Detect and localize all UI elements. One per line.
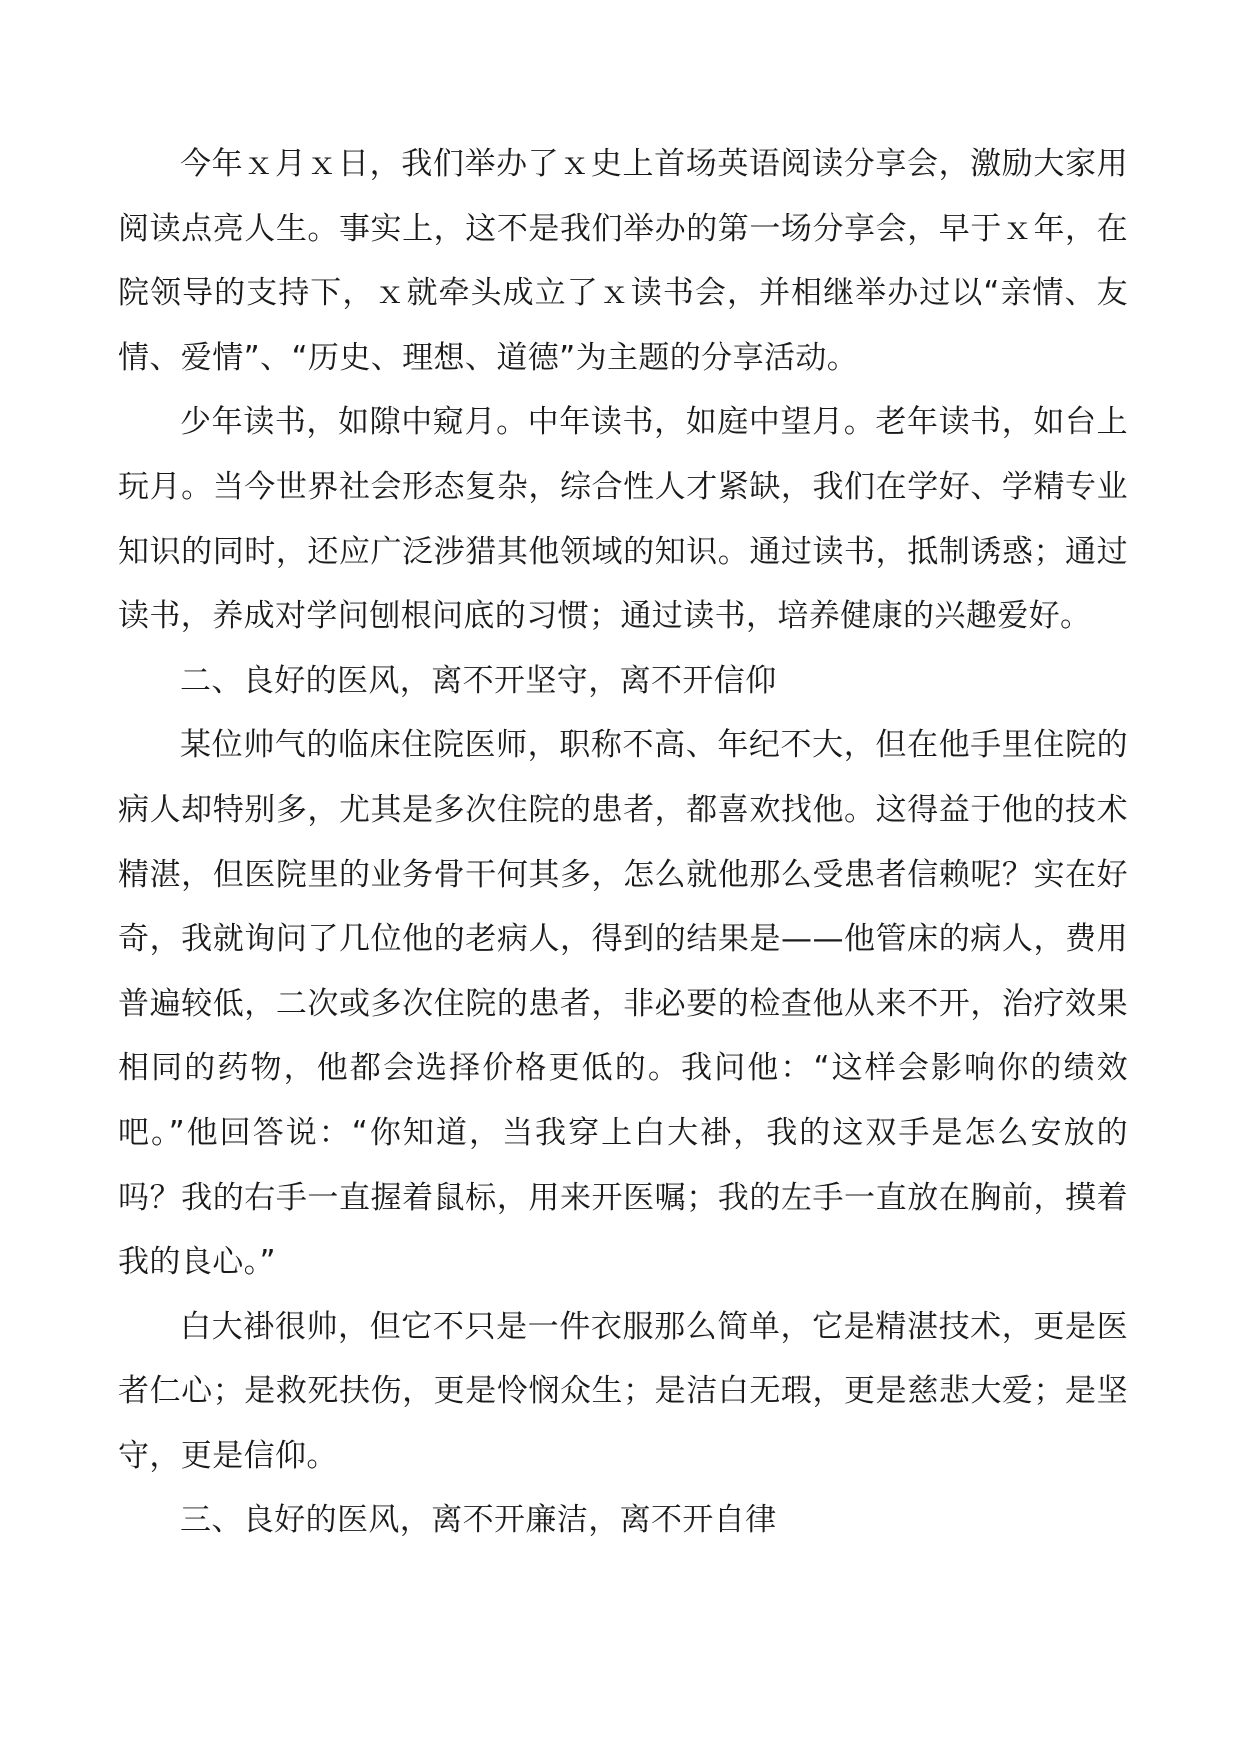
paragraph-white-coat: 白大褂很帅，但它不只是一件衣服那么简单，它是精湛技术，更是医者仁心；是救死扶伤，更是怜悯众生；是洁白无瑕，更是慈悲大爱；是坚守，更是信仰。 [118,1308,1128,1474]
paragraph-reading-event: 今年ｘ月ｘ日，我们举办了ｘ史上首场英语阅读分享会，激励大家用阅读点亮人生。事实上，这不是我们举办的第一场分享会，早于ｘ年，在院领导的支持下，ｘ就牵头成立了ｘ读书会，并相继举办过以“亲情、友情、爱情”、“历史、理想、道德”为主题的分享活动。 [118,146,1128,376]
section-heading-3: 三、良好的医风，离不开廉洁，离不开自律 [180,1502,777,1539]
paragraph-reading-benefits: 少年读书，如隙中窥月。中年读书，如庭中望月。老年读书，如台上玩月。当今世界社会形态复杂，综合性人才紧缺，我们在学好、学精专业知识的同时，还应广泛涉猎其他领域的知识。通过读书，抵制诱惑；通过读书，养成对学问刨根问底的习惯；通过读书，培养健康的兴趣爱好。 [118,404,1128,635]
document-body [118,132,1128,1553]
paragraph-doctor-story: 某位帅气的临床住院医师，职称不高、年纪不大，但在他手里住院的病人却特别多，尤其是多次住院的患者，都喜欢找他。这得益于他的技术精湛，但医院里的业务骨干何其多，怎么就他那么受患者信赖呢？实在好奇，我就询问了几位他的老病人，得到的结果是——他管床的病人，费用普遍较低，二次或多次住院的患者，非必要的检查他从来不开，治疗效果相同的药物，他都会选择价格更低的。我问他：“这样会影响你的绩效吧。”他回答说：“你知道，当我穿上白大褂，我的这双手是怎么安放的吗？我的右手一直握着鼠标，用来开医嘱；我的左手一直放在胸前，摸着我的良心。” [118,727,1128,1281]
section-heading-2: 二、良好的医风，离不开坚守，离不开信仰 [180,662,777,699]
